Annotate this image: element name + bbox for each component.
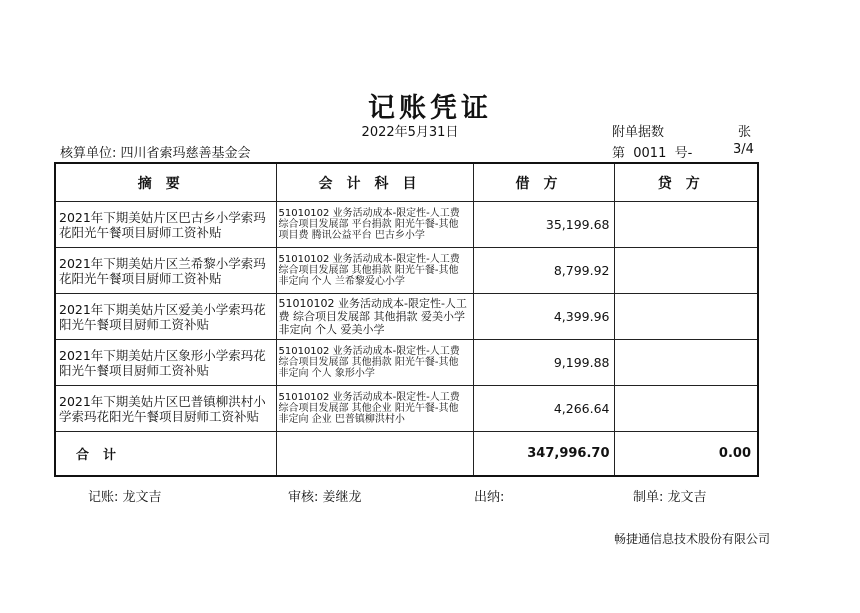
column-header-account: 会计科目 xyxy=(276,163,473,202)
row-summary: 2021年下期美姑片区爱美小学索玛花阳光午餐项目厨师工资补贴 xyxy=(55,294,276,340)
table-row xyxy=(55,340,758,386)
row-credit xyxy=(614,340,758,386)
total-row xyxy=(55,432,758,477)
debit-total: 347,996.70 xyxy=(473,432,614,477)
software-company: 畅捷通信息技术股份有限公司 xyxy=(614,532,771,546)
preparer-signature: 制单: 龙文吉 xyxy=(633,490,707,505)
column-header-credit: 贷方 xyxy=(614,163,758,202)
row-credit xyxy=(614,202,758,248)
voucher-number: 第 0011 号- xyxy=(612,146,693,161)
column-header-debit: 借方 xyxy=(473,163,614,202)
row-summary: 2021年下期美姑片区巴普镇柳洪村小学索玛花阳光午餐项目厨师工资补贴 xyxy=(55,386,276,432)
voucher-table xyxy=(54,162,759,477)
total-account-empty xyxy=(276,432,473,477)
row-credit xyxy=(614,386,758,432)
row-debit: 9,199.88 xyxy=(473,340,614,386)
row-account: 51010102 业务活动成本-限定性-人工费 综合项目发展部 平台捐款 阳光午餐-其他 项目费 腾讯公益平台 巴古乡小学 xyxy=(276,202,473,248)
unit-name: 四川省索玛慈善基金会 xyxy=(120,146,251,161)
accounting-unit xyxy=(60,142,251,161)
row-debit: 4,266.64 xyxy=(473,386,614,432)
row-summary: 2021年下期美姑片区象形小学索玛花阳光午餐项目厨师工资补贴 xyxy=(55,340,276,386)
unit-label: 核算单位: xyxy=(60,146,117,161)
row-account: 51010102 业务活动成本-限定性-人工费 综合项目发展部 其他捐款 阳光午餐-其他 非定向 个人 兰希黎爱心小学 xyxy=(276,248,473,294)
row-account: 51010102 业务活动成本-限定性-人工费 综合项目发展部 其他捐款 爱美小学 非定向 个人 爱美小学 xyxy=(276,294,473,340)
row-debit: 8,799.92 xyxy=(473,248,614,294)
reviewer-signature: 审核: 姜继龙 xyxy=(288,490,362,505)
row-account: 51010102 业务活动成本-限定性-人工费 综合项目发展部 其他捐款 阳光午餐-其他 非定向 个人 象形小学 xyxy=(276,340,473,386)
row-credit xyxy=(614,248,758,294)
credit-total: 0.00 xyxy=(614,432,758,477)
row-summary: 2021年下期美姑片区兰希黎小学索玛花阳光午餐项目厨师工资补贴 xyxy=(55,248,276,294)
total-label: 合计 xyxy=(55,432,276,477)
row-summary: 2021年下期美姑片区巴古乡小学索玛花阳光午餐项目厨师工资补贴 xyxy=(55,202,276,248)
table-header-row xyxy=(55,163,758,202)
cashier-signature: 出纳: xyxy=(474,490,505,505)
bookkeeper-signature: 记账: 龙文吉 xyxy=(88,490,162,505)
voucher-page: 3/4 xyxy=(733,142,754,157)
row-credit xyxy=(614,294,758,340)
table-row xyxy=(55,294,758,340)
table-row xyxy=(55,202,758,248)
attachments-label: 附单据数 xyxy=(612,125,665,140)
table-row xyxy=(55,248,758,294)
row-debit: 35,199.68 xyxy=(473,202,614,248)
voucher-title: 记账凭证 xyxy=(368,93,492,124)
voucher-date: 2022年5月31日 xyxy=(361,125,459,140)
column-header-summary: 摘要 xyxy=(55,163,276,202)
table-row xyxy=(55,386,758,432)
row-debit: 4,399.96 xyxy=(473,294,614,340)
attachments-unit: 张 xyxy=(738,125,752,140)
row-account: 51010102 业务活动成本-限定性-人工费 综合项目发展部 其他企业 阳光午餐-其他 非定向 企业 巴普镇柳洪村小 xyxy=(276,386,473,432)
